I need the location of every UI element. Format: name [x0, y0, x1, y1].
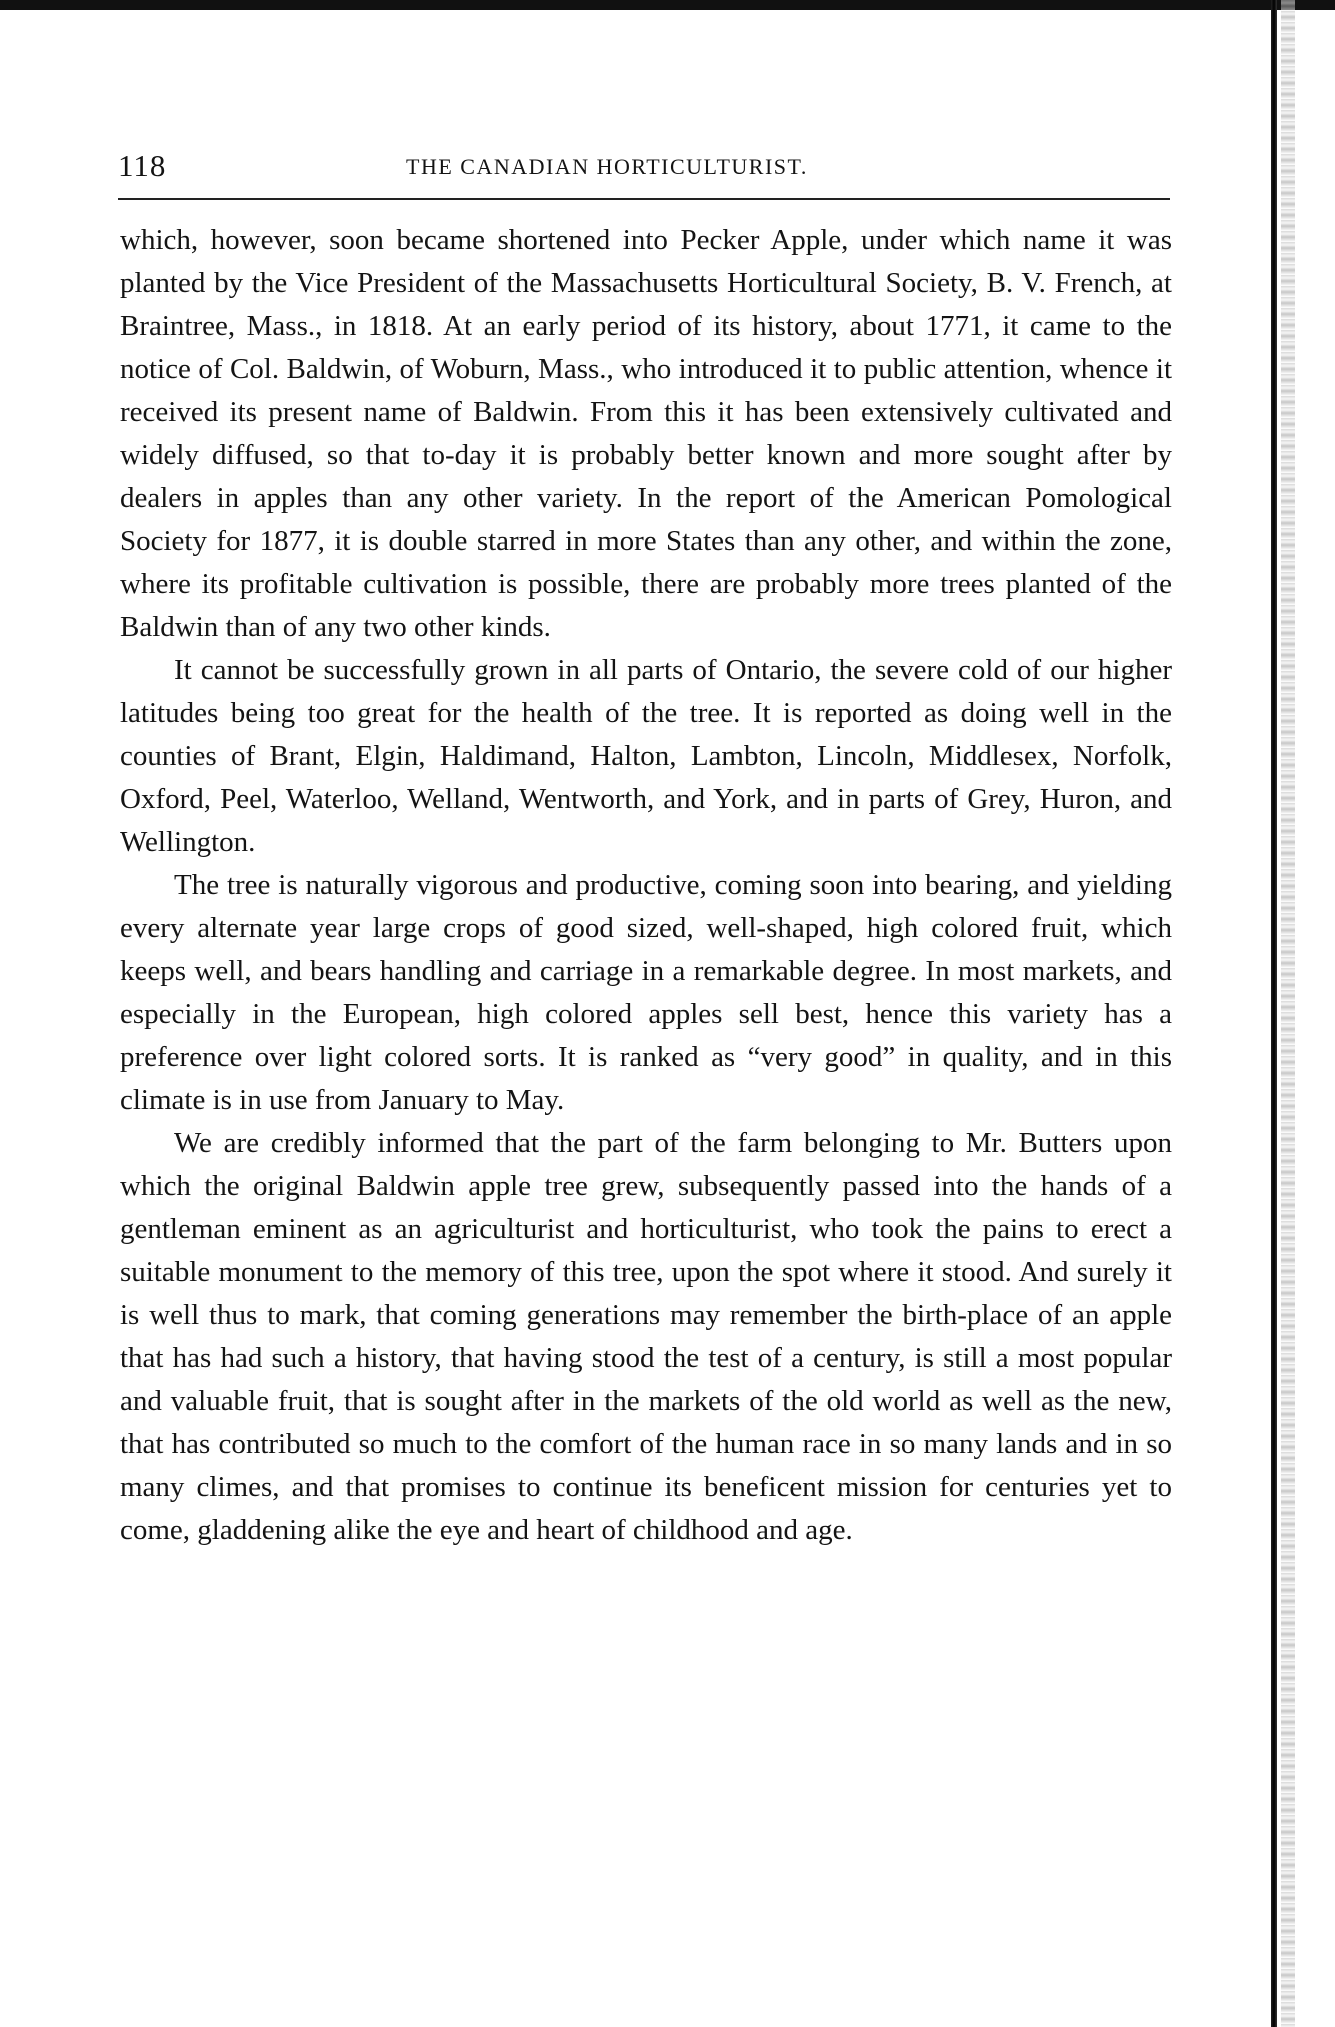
page-number: 118 — [118, 148, 167, 183]
paragraph-monument: We are credibly informed that the part of the farm belonging to Mr. Butters upon which the original Baldwin apple tree grew, subsequently passed into the hands of a gentleman eminent as an agriculturist and horticulturist, who took the pains to erect a suitable monument to the memory of this tree, upon the spot where it stood. And surely it is well thus to mark, that coming generations may remember the birth-place of an apple that has had such a history, that having stood the test of a century, is still a most popular and valuable fruit, that is sought after in the markets of the old world as well as the new, that has contributed so much to the comfort of the human race in so many lands and in so many climes, and that promises to continue its beneficent mission for centuries yet to come, gladdening alike the eye and heart of childhood and age. — [120, 1127, 1172, 1546]
page-top-edge — [0, 0, 1335, 10]
running-head: THE CANADIAN HORTICULTURIST. — [406, 154, 808, 179]
book-spine-edge — [1271, 0, 1277, 2027]
body-text — [120, 219, 1172, 1552]
page-header — [118, 148, 1170, 188]
header-rule — [118, 198, 1170, 200]
book-gutter-shadow — [1281, 0, 1295, 2027]
paragraph-continued: which, however, soon became shortened into Pecker Apple, under which name it was planted by the Vice President of the Massachusetts Horticultural Society, B. V. French, at Braintree, Mass., in 1818. At an early period of its history, about 1771, it came to the notice of Col. Baldwin, of Woburn, Mass., who introduced it to public attention, whence it received its present name of Baldwin. From this it has been extensively cultivated and widely diffused, so that to-day it is probably better known and more sought after by dealers in apples than any other variety. In the report of the American Pomological Society for 1877, it is double starred in more States than any other, and within the zone, where its profitable cultivation is possible, there are probably more trees planted of the Baldwin than of any two other kinds. — [120, 224, 1172, 643]
paragraph-ontario-growing: It cannot be successfully grown in all parts of Ontario, the severe cold of our higher latitudes being too great for the health of the tree. It is reported as doing well in the counties of Brant, Elgin, Haldimand, Halton, Lambton, Lincoln, Middlesex, Norfolk, Oxford, Peel, Waterloo, Welland, Wentworth, and York, and in parts of Grey, Huron, and Wellington. — [120, 654, 1172, 858]
paragraph-tree-description: The tree is naturally vigorous and productive, coming soon into bearing, and yielding every alternate year large crops of good sized, well-shaped, high colored fruit, which keeps well, and bears handling and carriage in a remarkable degree. In most markets, and especially in the European, high colored apples sell best, hence this variety has a preference over light colored sorts. It is ranked as “very good” in quality, and in this climate is in use from January to May. — [120, 869, 1172, 1116]
